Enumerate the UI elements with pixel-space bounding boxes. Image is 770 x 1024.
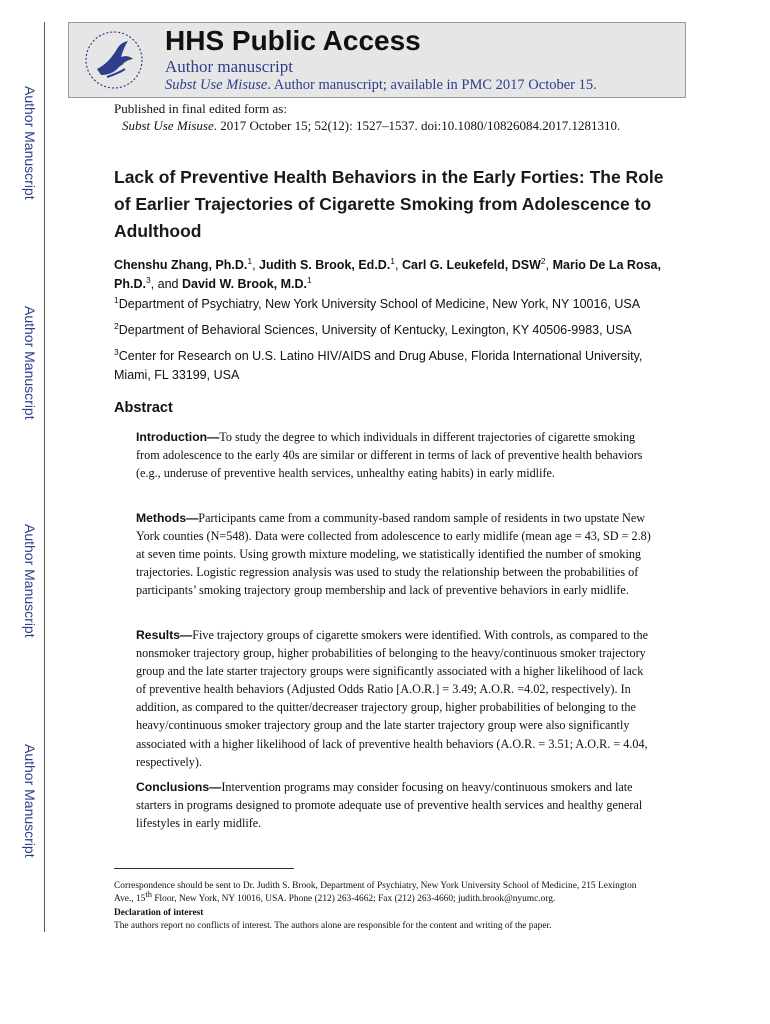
abstract-conclusions xyxy=(136,778,656,832)
correspondence-note xyxy=(114,880,654,905)
author-affil-sup: 1 xyxy=(306,274,312,285)
author-name: Mario De La Rosa, Ph.D. xyxy=(114,258,661,291)
interest-statement: The authors report no conflicts of interest. The authors alone are responsible for the content and writing of the paper. xyxy=(114,921,552,931)
author-manuscript-sidebar xyxy=(0,0,46,932)
affiliation-text: Department of Behavioral Sciences, University of Kentucky, Lexington, KY 40506-9983, USA xyxy=(118,323,632,337)
affiliation-text: Center for Research on U.S. Latino HIV/AIDS and Drug Abuse, Florida International University, Miami, FL 33199, USA xyxy=(114,349,643,382)
author-affil-sup: 1 xyxy=(247,255,253,266)
interest-heading-text: Declaration of interest xyxy=(114,908,204,918)
author-name: Chenshu Zhang, Ph.D. xyxy=(114,258,248,272)
author-separator: , xyxy=(395,258,402,272)
affiliation-sup: 3 xyxy=(114,346,119,357)
interest-heading xyxy=(114,907,654,920)
correspondence-text: Correspondence should be sent to Dr. Judith S. Brook, Department of Psychiatry, New York University School of Medicine, 215 Lexington Ave., 15 xyxy=(114,881,637,904)
floor-sup: th xyxy=(145,888,152,899)
section-lead: Conclusions— xyxy=(136,780,222,794)
section-text: Participants came from a community-based random sample of residents in two upstate New York counties (N=548). Data were collected from adolescence to early midlife (mean age = 43, SD = 2.8) at seven time points. Using growth mixture modeling, we statistically identified the number of smoking trajectories. Logistic regression analysis was used to study the relationship between the probabilities of participants’ smoking trajectory group membership and lack of preventive behaviors in early midlife. xyxy=(136,511,651,598)
affiliation xyxy=(114,347,674,385)
header-journal-line xyxy=(165,77,597,94)
affiliation xyxy=(114,295,674,314)
affiliation-sup: 1 xyxy=(114,294,119,305)
hhs-header xyxy=(68,22,686,98)
availability-text: . Author manuscript; available in PMC 2017 October 15. xyxy=(267,77,597,93)
header-subtitle: Author manuscript xyxy=(165,57,293,76)
author-affil-sup: 2 xyxy=(540,255,546,266)
section-text: To study the degree to which individuals in different trajectories of cigarette smoking from adolescence to the early 40s are similar or different in terms of lack of preventive health behaviors (e.g., underuse of preventive health services, unhealthy eating habits) in early midlife. xyxy=(136,430,643,481)
section-lead: Methods— xyxy=(136,511,199,525)
section-text: Intervention programs may consider focusing on heavy/continuous smokers and late starters in programs designed to promote adequate use of preventive health services and healthy general lifestyles in early midlife. xyxy=(136,780,643,831)
citation-text: . 2017 October 15; 52(12): 1527–1537. doi:10.1080/10826084.2017.1281310. xyxy=(213,118,621,133)
abstract-heading: Abstract xyxy=(114,400,173,416)
author-separator: , xyxy=(252,258,260,272)
author-name: Carl G. Leukefeld, DSW xyxy=(401,258,541,272)
sidebar-label: Author Manuscript xyxy=(22,744,38,858)
sidebar-label: Author Manuscript xyxy=(22,524,38,638)
author-separator: , xyxy=(545,258,553,272)
header-title: HHS Public Access xyxy=(165,25,421,56)
author-separator: , and xyxy=(150,277,182,291)
hhs-eagle-logo-icon xyxy=(83,29,145,91)
sidebar-label: Author Manuscript xyxy=(22,306,38,420)
sidebar-divider xyxy=(44,22,45,932)
abstract-methods xyxy=(136,509,656,599)
section-lead: Results— xyxy=(136,628,193,642)
article-title: Lack of Preventive Health Behaviors in the Early Forties: The Role of Earlier Trajectories of Cigarette Smoking from Adolescence to Adulthood xyxy=(114,167,664,241)
affiliation-sup: 2 xyxy=(114,320,119,331)
citation-journal: Subst Use Misuse xyxy=(122,118,214,133)
author-name: David W. Brook, M.D. xyxy=(181,277,307,291)
section-text: Five trajectory groups of cigarette smokers were identified. With controls, as compared to the nonsmoker trajectory group, higher probabilities of belonging to the heavy/continuous smoker trajectory group and the late starter trajectory groups were significantly associated with a higher likelihood of lack of preventive health behaviors (Adjusted Odds Ratio [A.O.R.] = 3.49; A.O.R. =4.02, respectively). In addition, as compared to the quitter/decreaser trajectory group, higher probabilities of belonging to the heavy/continuous smoker trajectory group and the late starter trajectory group were also significantly associated with a higher likelihood of lack of preventive health behaviors (A.O.R. = 3.51; A.O.R. = 4.04, respectively). xyxy=(136,628,649,769)
section-lead: Introduction— xyxy=(136,430,220,444)
author-list xyxy=(114,256,674,294)
footnote-divider xyxy=(114,868,294,869)
journal-name: Subst Use Misuse xyxy=(165,77,268,93)
citation-line xyxy=(122,118,620,134)
author-affil-sup: 1 xyxy=(390,255,396,266)
abstract-results xyxy=(136,626,656,771)
author-affil-sup: 3 xyxy=(145,274,151,285)
author-name: Judith S. Brook, Ed.D. xyxy=(259,258,391,272)
affiliation xyxy=(114,321,674,340)
affiliation-text: Department of Psychiatry, New York University School of Medicine, New York, NY 10016, USA xyxy=(118,297,641,311)
published-in-label: Published in final edited form as: xyxy=(114,101,287,116)
correspondence-text-cont: Floor, New York, NY 10016, USA. Phone (212) 263-4662; Fax (212) 263-4660; judith.brook@nyumc.org. xyxy=(151,893,556,904)
abstract-introduction xyxy=(136,428,656,482)
sidebar-label: Author Manuscript xyxy=(22,86,38,200)
